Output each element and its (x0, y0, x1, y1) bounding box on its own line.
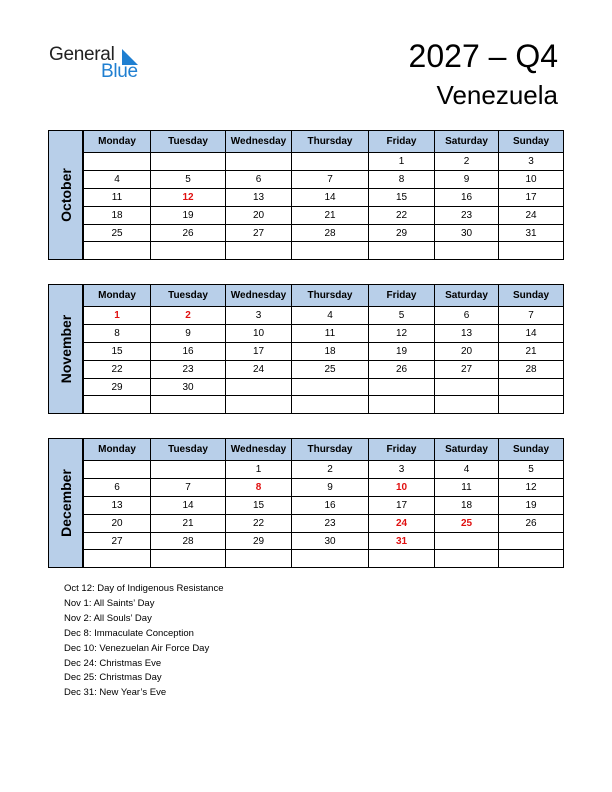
weekday-header: Sunday (499, 439, 564, 461)
logo-text-general: General (49, 44, 115, 65)
month-name: December (57, 469, 74, 538)
day-cell: 31 (369, 532, 435, 550)
weekday-header: Saturday (435, 439, 499, 461)
day-cell: 8 (226, 478, 292, 496)
weekday-header: Friday (369, 439, 435, 461)
month-name: November (57, 314, 74, 384)
day-cell (499, 396, 564, 414)
day-cell: 17 (369, 496, 435, 514)
weekday-header: Monday (84, 439, 151, 461)
day-cell: 27 (435, 360, 499, 378)
holiday-note: Dec 25: Christmas Day (64, 672, 162, 684)
week-row (84, 532, 564, 550)
weekday-header-row (84, 131, 564, 153)
day-cell (435, 532, 499, 550)
day-cell: 29 (226, 532, 292, 550)
week-row (84, 188, 564, 206)
day-cell: 14 (499, 324, 564, 342)
day-cell: 30 (435, 224, 499, 242)
day-cell: 5 (499, 461, 564, 479)
day-cell: 18 (84, 206, 151, 224)
day-cell (84, 461, 151, 479)
week-row (84, 378, 564, 396)
day-cell: 4 (435, 461, 499, 479)
weekday-header: Wednesday (226, 285, 292, 307)
weekday-header: Tuesday (151, 285, 226, 307)
day-cell (226, 378, 292, 396)
day-cell: 26 (151, 224, 226, 242)
day-cell: 9 (151, 324, 226, 342)
day-cell (369, 378, 435, 396)
month-label (48, 284, 83, 414)
day-cell: 30 (151, 378, 226, 396)
day-cell: 2 (292, 461, 369, 479)
day-cell: 3 (369, 461, 435, 479)
day-cell: 11 (435, 478, 499, 496)
day-cell: 13 (226, 188, 292, 206)
month-label (48, 130, 83, 260)
week-row (84, 514, 564, 532)
holiday-note: Nov 2: All Souls’ Day (64, 612, 152, 624)
week-row (84, 206, 564, 224)
day-cell: 14 (151, 496, 226, 514)
day-cell: 20 (226, 206, 292, 224)
week-row (84, 153, 564, 171)
day-cell: 20 (84, 514, 151, 532)
holiday-note: Dec 31: New Year’s Eve (64, 687, 167, 699)
day-cell (369, 242, 435, 260)
day-cell: 7 (292, 170, 369, 188)
day-cell: 1 (369, 153, 435, 171)
month-name: October (57, 168, 74, 223)
week-row (84, 478, 564, 496)
week-row (84, 342, 564, 360)
weekday-header: Sunday (499, 131, 564, 153)
day-cell (292, 396, 369, 414)
week-row (84, 461, 564, 479)
holiday-note: Dec 8: Immaculate Conception (64, 627, 194, 639)
day-cell: 17 (499, 188, 564, 206)
day-cell: 2 (151, 307, 226, 325)
week-row (84, 324, 564, 342)
day-cell: 10 (499, 170, 564, 188)
week-row (84, 307, 564, 325)
weekday-header: Wednesday (226, 131, 292, 153)
day-cell (151, 396, 226, 414)
weekday-header: Saturday (435, 131, 499, 153)
day-cell: 28 (499, 360, 564, 378)
day-cell: 7 (499, 307, 564, 325)
day-cell: 5 (369, 307, 435, 325)
weekday-header-row (84, 285, 564, 307)
day-cell: 19 (151, 206, 226, 224)
day-cell (292, 153, 369, 171)
page-title: 2027 – Q4 (408, 38, 558, 74)
day-cell: 12 (151, 188, 226, 206)
day-cell: 7 (151, 478, 226, 496)
day-cell (226, 550, 292, 568)
day-cell (435, 242, 499, 260)
day-cell: 24 (369, 514, 435, 532)
day-cell (226, 396, 292, 414)
month-grid (83, 130, 564, 260)
day-cell: 5 (151, 170, 226, 188)
weekday-header: Friday (369, 131, 435, 153)
weekday-header: Saturday (435, 285, 499, 307)
weekday-header: Tuesday (151, 439, 226, 461)
day-cell: 15 (369, 188, 435, 206)
holiday-note: Nov 1: All Saints’ Day (64, 597, 155, 609)
day-cell (226, 153, 292, 171)
day-cell: 15 (226, 496, 292, 514)
weekday-header: Tuesday (151, 131, 226, 153)
day-cell: 6 (226, 170, 292, 188)
day-cell (84, 242, 151, 260)
day-cell: 27 (84, 532, 151, 550)
day-cell: 10 (369, 478, 435, 496)
day-cell: 1 (84, 307, 151, 325)
day-cell: 25 (84, 224, 151, 242)
week-row (84, 496, 564, 514)
day-cell: 15 (84, 342, 151, 360)
generalblue-logo (49, 44, 159, 84)
day-cell: 23 (151, 360, 226, 378)
day-cell: 9 (292, 478, 369, 496)
day-cell: 4 (292, 307, 369, 325)
day-cell: 18 (435, 496, 499, 514)
day-cell: 11 (292, 324, 369, 342)
weekday-header: Sunday (499, 285, 564, 307)
day-cell: 22 (369, 206, 435, 224)
day-cell: 27 (226, 224, 292, 242)
day-cell: 21 (151, 514, 226, 532)
week-row (84, 360, 564, 378)
day-cell: 29 (369, 224, 435, 242)
day-cell: 23 (292, 514, 369, 532)
week-row (84, 224, 564, 242)
month-grid (83, 438, 564, 568)
month-grid (83, 284, 564, 414)
logo-text-blue: Blue (101, 61, 138, 82)
day-cell: 11 (84, 188, 151, 206)
day-cell (292, 550, 369, 568)
day-cell: 28 (292, 224, 369, 242)
day-cell: 3 (226, 307, 292, 325)
day-cell: 20 (435, 342, 499, 360)
day-cell: 16 (435, 188, 499, 206)
day-cell: 8 (369, 170, 435, 188)
day-cell (499, 550, 564, 568)
day-cell: 24 (499, 206, 564, 224)
day-cell: 16 (292, 496, 369, 514)
weekday-header: Thursday (292, 439, 369, 461)
day-cell (499, 532, 564, 550)
week-row (84, 396, 564, 414)
day-cell: 31 (499, 224, 564, 242)
holiday-note: Dec 10: Venezuelan Air Force Day (64, 642, 210, 654)
day-cell: 19 (369, 342, 435, 360)
day-cell: 4 (84, 170, 151, 188)
day-cell: 26 (499, 514, 564, 532)
day-cell: 22 (226, 514, 292, 532)
day-cell (435, 550, 499, 568)
weekday-header: Monday (84, 285, 151, 307)
day-cell: 1 (226, 461, 292, 479)
day-cell: 8 (84, 324, 151, 342)
day-cell (292, 242, 369, 260)
day-cell: 24 (226, 360, 292, 378)
day-cell: 25 (292, 360, 369, 378)
weekday-header: Wednesday (226, 439, 292, 461)
weekday-header: Thursday (292, 131, 369, 153)
week-row (84, 550, 564, 568)
day-cell: 21 (499, 342, 564, 360)
week-row (84, 170, 564, 188)
weekday-header-row (84, 439, 564, 461)
day-cell: 21 (292, 206, 369, 224)
holiday-notes (64, 582, 223, 701)
day-cell: 28 (151, 532, 226, 550)
day-cell: 17 (226, 342, 292, 360)
month-label (48, 438, 83, 568)
day-cell: 30 (292, 532, 369, 550)
day-cell (226, 242, 292, 260)
weekday-header: Thursday (292, 285, 369, 307)
country-name: Venezuela (436, 80, 558, 110)
day-cell: 22 (84, 360, 151, 378)
day-cell (292, 378, 369, 396)
holiday-note: Oct 12: Day of Indigenous Resistance (64, 583, 224, 594)
day-cell (151, 153, 226, 171)
day-cell (151, 550, 226, 568)
day-cell: 23 (435, 206, 499, 224)
day-cell: 12 (369, 324, 435, 342)
day-cell (435, 378, 499, 396)
day-cell (151, 242, 226, 260)
day-cell: 12 (499, 478, 564, 496)
day-cell (499, 242, 564, 260)
day-cell: 29 (84, 378, 151, 396)
day-cell: 2 (435, 153, 499, 171)
week-row (84, 242, 564, 260)
holiday-note: Dec 24: Christmas Eve (64, 657, 162, 669)
day-cell: 19 (499, 496, 564, 514)
day-cell (369, 550, 435, 568)
day-cell (435, 396, 499, 414)
weekday-header: Monday (84, 131, 151, 153)
day-cell: 10 (226, 324, 292, 342)
weekday-header: Friday (369, 285, 435, 307)
day-cell (151, 461, 226, 479)
day-cell: 26 (369, 360, 435, 378)
day-cell: 13 (435, 324, 499, 342)
day-cell (84, 550, 151, 568)
day-cell: 14 (292, 188, 369, 206)
day-cell (499, 378, 564, 396)
day-cell: 3 (499, 153, 564, 171)
day-cell: 25 (435, 514, 499, 532)
day-cell: 18 (292, 342, 369, 360)
day-cell: 6 (84, 478, 151, 496)
day-cell (84, 153, 151, 171)
day-cell (84, 396, 151, 414)
day-cell: 6 (435, 307, 499, 325)
day-cell: 9 (435, 170, 499, 188)
day-cell: 16 (151, 342, 226, 360)
day-cell: 13 (84, 496, 151, 514)
day-cell (369, 396, 435, 414)
